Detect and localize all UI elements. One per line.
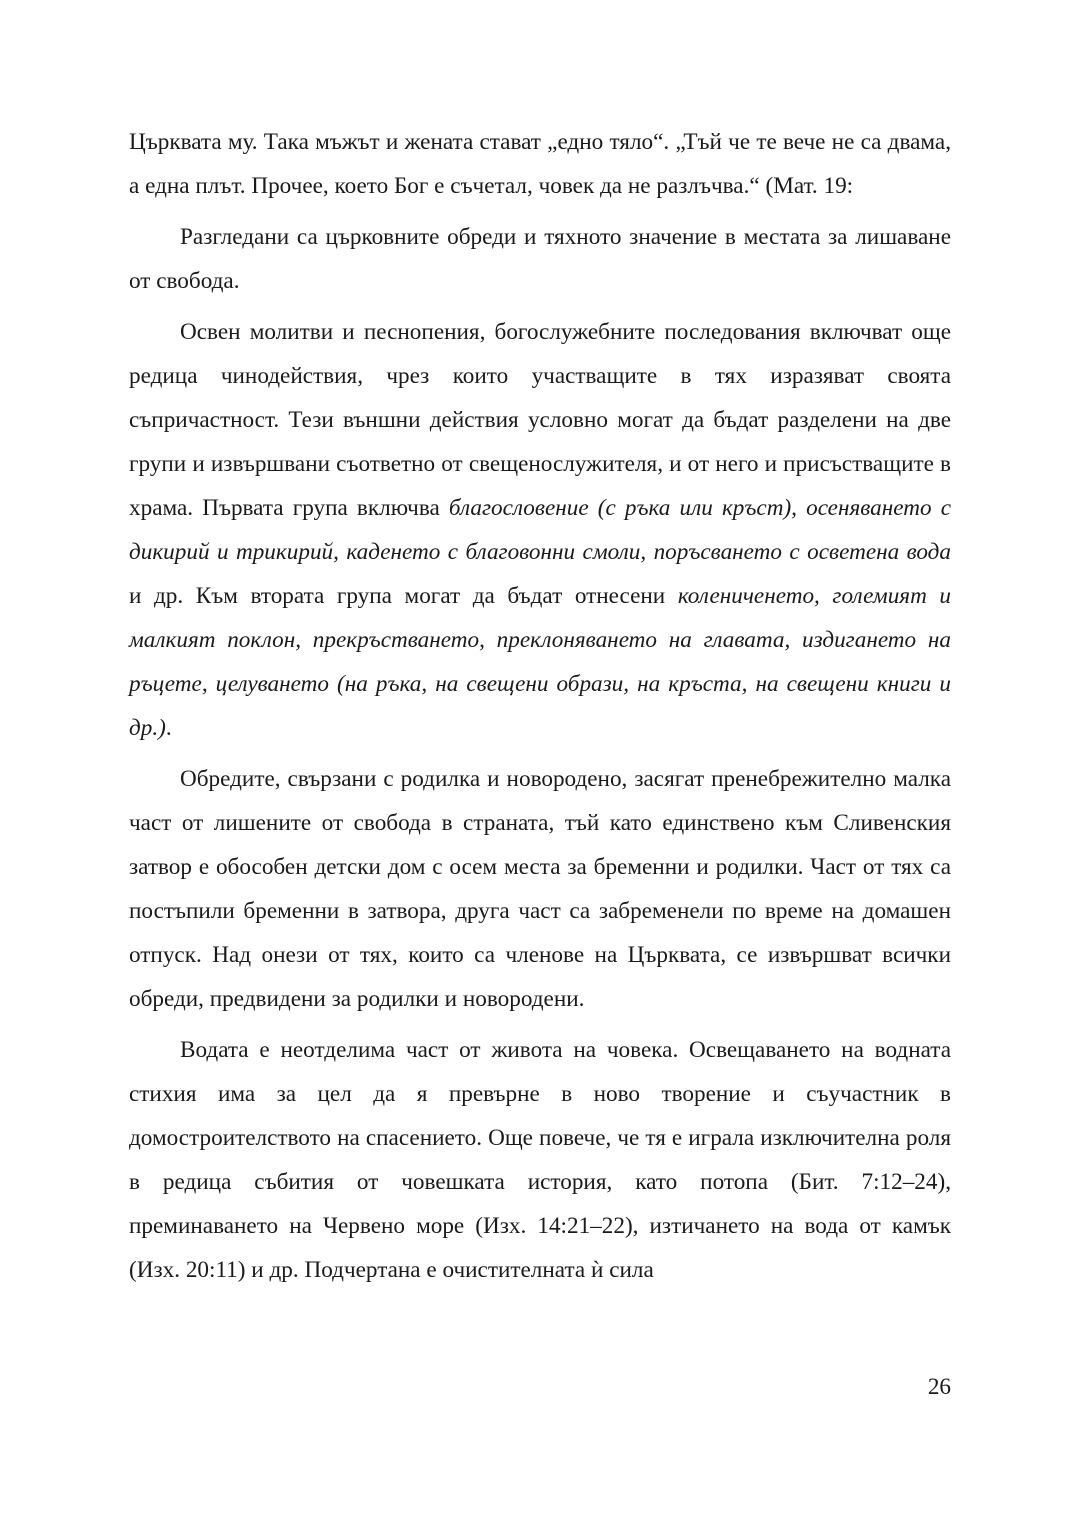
paragraph-5-text: Водата е неотделима част от живота на човека. Освещаването на водната стихия има за цел да я превърне в ново творение и съучастник в домостроителството на спасението. Още повече, че тя е играла изключителна роля в редица събития от човешката история, като потопа (Бит. 7:12–24), преминаването на Червено море (Изх. 14:21–22), изтичането на вода от камък (Изх. 20:11) и др. Подчертана е очистителната ѝ сила (129, 1037, 951, 1283)
paragraph-1-text: Църквата му. Така мъжът и жената стават „едно тяло“. „Тъй че те вече не са двама, а една плът. Прочее, което Бог е съчетал, човек да не разлъчва.“ (Мат. 19: (129, 129, 951, 199)
paragraph-2 (129, 215, 951, 303)
paragraph-3-text-a: Освен молитви и песнопения, богослужебните последования включват още редица чинодействия, чрез които участващите в тях изразяват своята съпричастност. Тези външни действия условно могат да бъдат разделени на две групи и извършвани съответно от свещенослужителя, и от него и присъстващите в храма. Първата група включва (129, 319, 951, 521)
paragraph-5 (129, 1028, 951, 1292)
paragraph-3-italic-a: благословение (с ръка или кръст), осеняването с дикирий и трикирий, каденето с благовонни смоли, поръсването с осветена вода (129, 495, 952, 565)
paragraph-3-italic-b: колениченето, големият и малкият поклон, прекръстването, преклоняването на главата, издигането на ръцете, целуването (на ръка, на свещени образи, на кръста, на свещени книги и др.) (129, 583, 951, 741)
paragraph-2-text: Разгледани са църковните обреди и тяхното значение в местата за лишаване от свобода. (129, 224, 951, 294)
paragraph-4-text: Обредите, свързани с родилка и новородено, засягат пренебрежително малка част от лишените от свобода в страната, тъй като единствено към Сливенския затвор е обособен детски дом с осем места за бременни и родилки. Част от тях са постъпили бременни в затвора, друга част са забременели по време на домашен отпуск. Над онези от тях, които са членове на Църквата, се извършват всички обреди, предвидени за родилки и новородени. (129, 766, 951, 1012)
paragraph-3-text-b: и др. Към втората група могат да бъдат отнесени (129, 583, 678, 609)
paragraph-3-text-c: . (165, 715, 172, 741)
paragraph-3 (129, 310, 951, 750)
body-text (129, 120, 951, 1299)
paragraph-4 (129, 757, 951, 1021)
paragraph-1 (129, 120, 951, 208)
page-number: 26 (927, 1374, 951, 1400)
